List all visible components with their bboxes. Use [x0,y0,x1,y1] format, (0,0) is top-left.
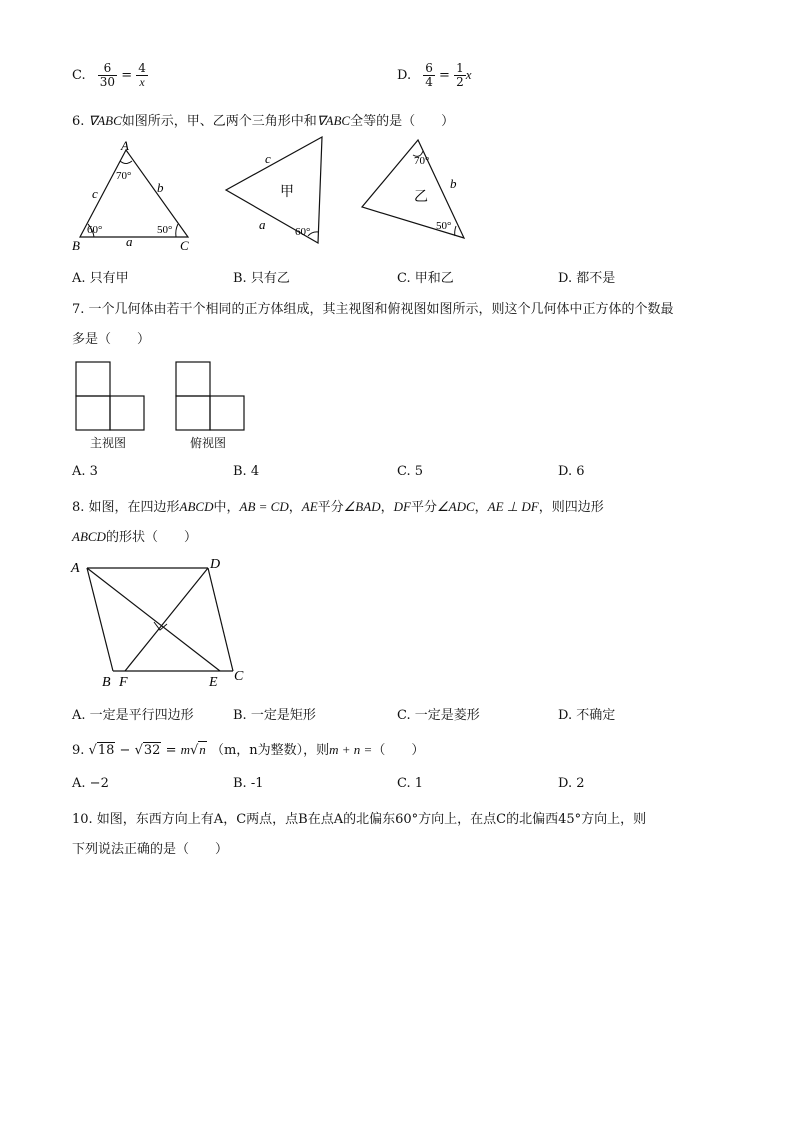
quadrilateral-abcd-figure [68,555,258,695]
q8-option-c[interactable]: C. 一定是菱形 [397,708,480,723]
triangle-jia-figure [222,133,332,248]
side-c-label: c [265,151,271,166]
front-view-label: 主视图 [90,436,127,450]
vertex-c-label: C [234,669,244,684]
vertex-a-label: A [121,138,129,153]
angle-b-label: 60° [87,224,103,236]
q5-option-c: C. $\frac{6}{30}$ = $\frac{4}{x}$ [72,61,146,89]
q10-stem-line1: 10. 如图，东西方向上有A，C两点，点B在点A的北偏东60°方向上，在点C的北偏西45°方向上，则 [72,812,647,827]
jia-label: 甲 [280,185,294,200]
q9-option-d[interactable]: D. 2 [558,776,585,791]
yi-label: 乙 [414,190,428,205]
sqrt-symbol: √ [134,743,143,758]
vertex-a-label: A [71,561,80,576]
q10-stem-line2: 下列说法正确的是（ ） [72,842,229,857]
vertex-c-label: C [180,238,189,253]
sqrt-symbol: √ [190,743,199,758]
side-b-label: b [450,176,457,191]
vertex-b-label: B [102,675,111,690]
q6-option-a[interactable]: A. 只有甲 [72,271,129,286]
angle-60-label: 60° [295,226,311,238]
q7-stem-line1: 7. 一个几何体由若干个相同的正方体组成，其主视图和俯视图如图所示，则这个几何体中正方体的个数最 [72,302,674,317]
side-a-label: a [259,217,266,232]
q7-option-c[interactable]: C. 5 [397,464,424,479]
vertex-b-label: B [72,238,80,253]
q8-option-b[interactable]: B. 一定是矩形 [233,708,316,723]
angle-a-label: 70° [116,170,132,182]
vertex-d-label: D [210,557,221,572]
fraction: $\frac{4}{x}$ [138,61,146,89]
fraction: $\frac{1}{2}$ [456,61,464,89]
fraction: $\frac{6}{4}$ [425,61,433,89]
angle-c-label: 50° [157,224,173,236]
q5-option-d: D. $\frac{6}{4}$ = $\frac{1}{2}$ x [397,61,472,89]
fraction: $\frac{6}{30}$ [99,61,116,89]
front-view-figure [76,362,156,437]
top-view-figure [176,362,256,437]
q8-stem-line1: 8. 如图，在四边形ABCD中，AB = CD，AE平分∠BAD，DF平分∠ADC，AE ⊥ DF，则四边形 [72,499,604,515]
q8-option-d[interactable]: D. 不确定 [558,708,616,723]
q6-option-d[interactable]: D. 都不是 [558,271,616,286]
q9-option-a[interactable]: A. −2 [72,776,109,791]
q6-option-b[interactable]: B. 只有乙 [233,271,290,286]
q6-stem: 6. ∇ABC如图所示，甲、乙两个三角形中和∇ABC全等的是（ ） [72,113,455,129]
q9-stem: 9. √18 − √32 = m√n （m，n为整数），则m + n =（ ） [72,742,425,758]
q7-option-d[interactable]: D. 6 [558,464,585,479]
triangle-abc-figure [70,140,200,255]
side-c-label: c [92,186,98,201]
angle-50-label: 50° [436,220,452,232]
triangle-yi-figure [358,137,478,252]
side-b-label: b [157,180,164,195]
q8-option-a[interactable]: A. 一定是平行四边形 [72,708,194,723]
q9-option-b[interactable]: B. -1 [233,776,264,791]
q7-option-a[interactable]: A. 3 [72,464,98,479]
q6-option-c[interactable]: C. 甲和乙 [397,271,454,286]
point-f-label: F [119,675,128,690]
q8-stem-line2: ABCD的形状（ ） [72,529,197,545]
top-view-label: 俯视图 [190,436,227,450]
q7-stem-line2: 多是（ ） [72,332,151,347]
side-a-label: a [126,234,133,249]
q7-option-b[interactable]: B. 4 [233,464,260,479]
q9-option-c[interactable]: C. 1 [397,776,424,791]
sqrt-symbol: √ [88,743,97,758]
point-e-label: E [209,675,218,690]
angle-70-label: 70° [414,155,430,167]
